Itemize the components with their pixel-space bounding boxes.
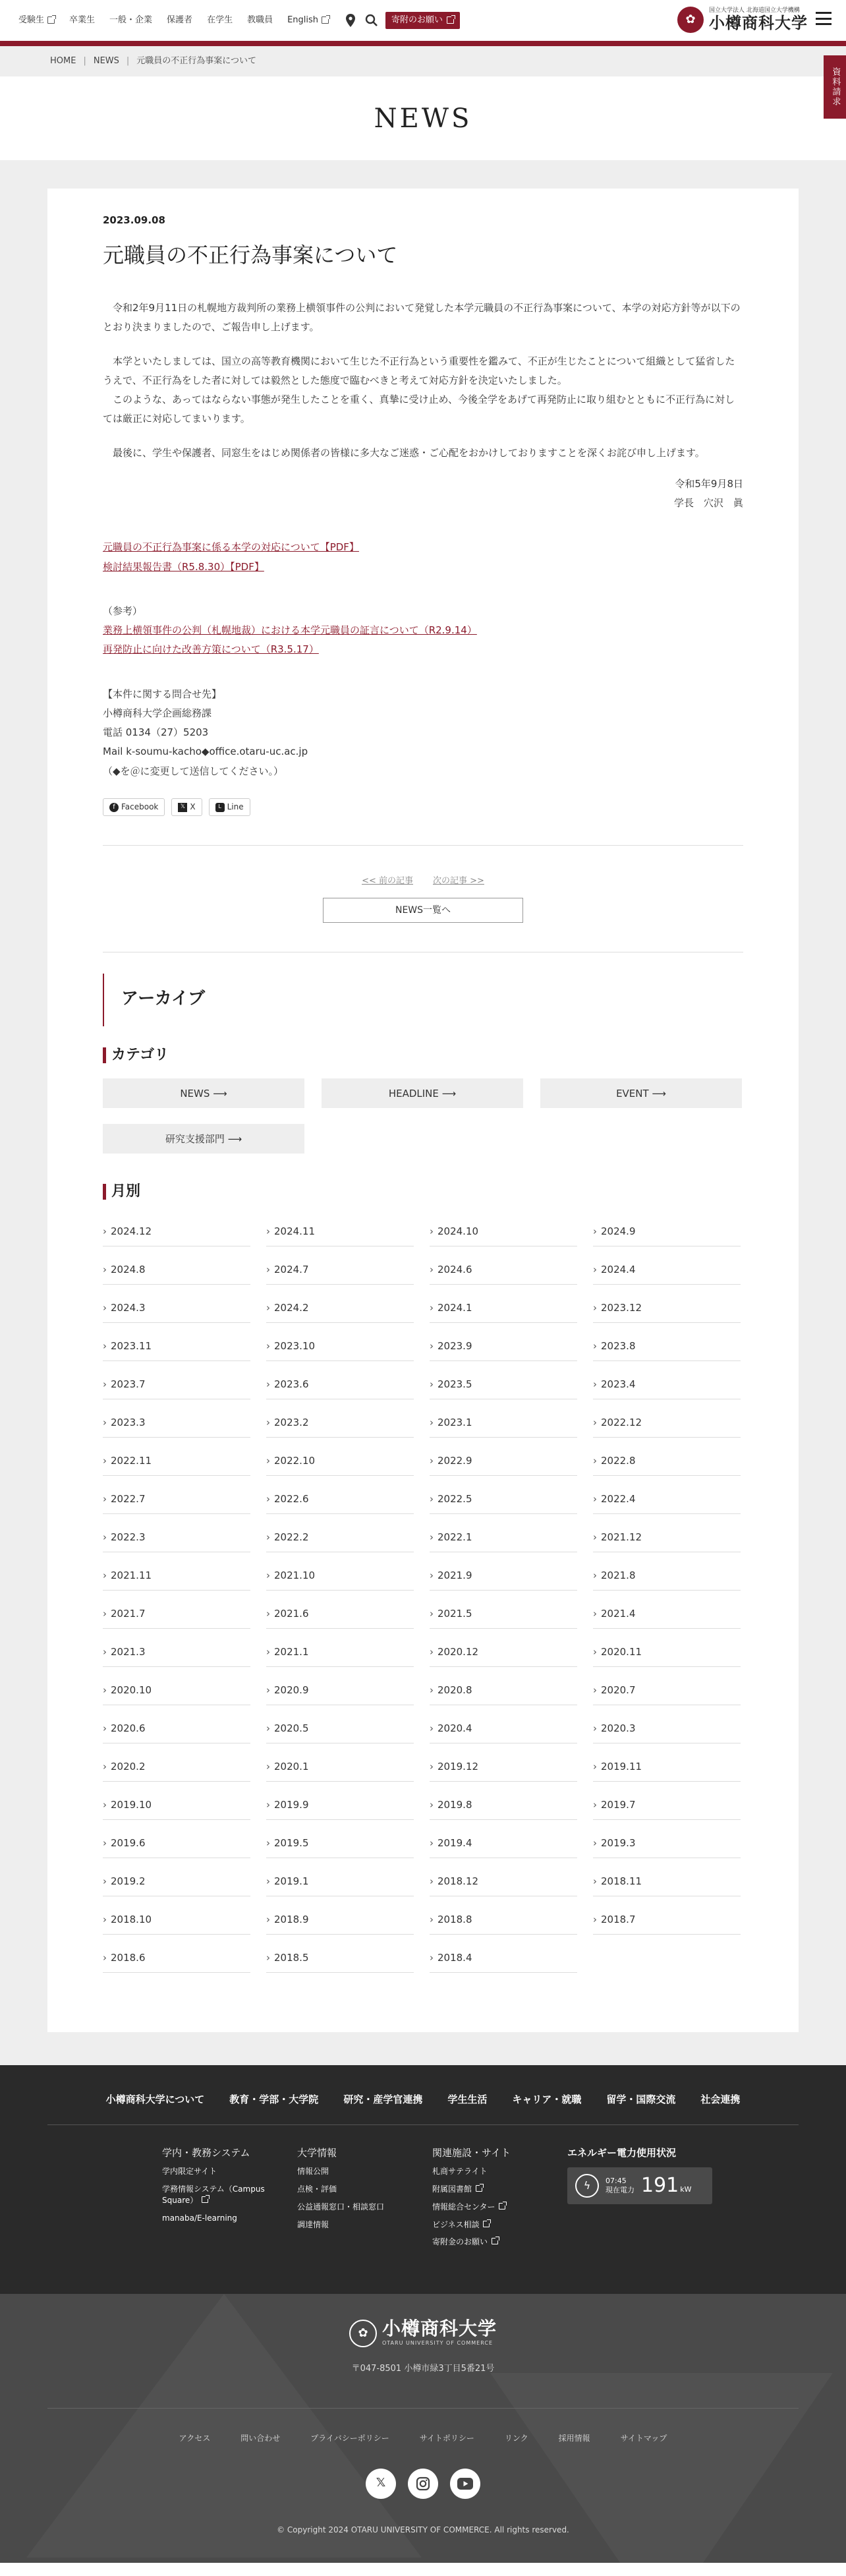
month-archive-link[interactable]: › 2020.8 xyxy=(430,1675,577,1705)
month-archive-link[interactable]: › 2021.11 xyxy=(103,1560,250,1591)
month-archive-link[interactable]: › 2018.7 xyxy=(593,1904,741,1935)
month-archive-link[interactable]: › 2020.6 xyxy=(103,1713,250,1743)
month-archive-link[interactable]: › 2024.9 xyxy=(593,1216,741,1246)
month-archive-link[interactable]: › 2022.9 xyxy=(430,1446,577,1476)
monthly-archive-list xyxy=(103,1216,743,1973)
month-archive-link[interactable]: › 2021.9 xyxy=(430,1560,577,1591)
footer-col-heading: 学内・教務システム xyxy=(162,2147,250,2159)
map-pin-icon[interactable] xyxy=(343,13,358,28)
share-buttons xyxy=(103,798,743,816)
month-archive-link[interactable]: › 2024.4 xyxy=(593,1254,741,1285)
month-archive-link[interactable]: › 2018.6 xyxy=(103,1943,250,1973)
category-heading: カテゴリ xyxy=(103,1043,743,1067)
footer-nav-about[interactable]: 小樽商科大学について xyxy=(105,2093,205,2106)
month-archive-link[interactable]: › 2019.2 xyxy=(103,1866,250,1896)
category-headline[interactable]: HEADLINE ⟶ xyxy=(322,1078,523,1108)
article-pager xyxy=(103,875,743,889)
energy-value: 191 xyxy=(641,2174,679,2198)
site-header xyxy=(0,0,846,41)
month-archive-link[interactable]: › 2022.8 xyxy=(593,1446,741,1476)
footer-columns xyxy=(0,2125,846,2294)
breadcrumb-current: 元職員の不正行為事案について xyxy=(136,55,257,66)
prev-article-link[interactable]: << 前の記事 xyxy=(362,876,413,887)
link-campus-square[interactable]: 学務情報システム（Campus Square） xyxy=(162,2184,265,2205)
footer-col-systems xyxy=(162,2145,297,2254)
month-archive-link[interactable]: › 2023.5 xyxy=(430,1369,577,1399)
month-archive-link[interactable]: › 2023.11 xyxy=(103,1331,250,1361)
university-emblem-icon: ✿ xyxy=(677,7,704,33)
external-link-icon xyxy=(47,16,55,24)
search-icon[interactable] xyxy=(364,13,379,28)
footer-address: 〒047-8501 小樽市緑3丁目5番21号 xyxy=(351,2363,495,2374)
article-date: 2023.09.08 xyxy=(103,214,165,226)
month-archive-link[interactable]: › 2018.4 xyxy=(430,1943,577,1973)
link-links[interactable]: リンク xyxy=(504,2433,528,2443)
link-evaluation[interactable]: 点検・評価 xyxy=(297,2184,337,2194)
hamburger-menu-icon[interactable] xyxy=(816,12,832,25)
line-icon: L xyxy=(215,803,225,812)
month-archive-link[interactable]: › 2019.7 xyxy=(593,1790,741,1820)
month-archive-link[interactable]: › 2019.1 xyxy=(266,1866,414,1896)
reference-link-measures[interactable]: 再発防止に向けた改善方策について（R3.5.17） xyxy=(103,643,319,656)
article-body xyxy=(103,299,743,781)
energy-usage-widget xyxy=(567,2145,712,2254)
month-archive-link[interactable]: › 2023.1 xyxy=(430,1407,577,1438)
month-archive-link[interactable]: › 2019.11 xyxy=(593,1751,741,1782)
energy-unit: kW xyxy=(680,2185,692,2194)
external-link-icon xyxy=(492,2238,498,2244)
external-link-icon xyxy=(322,16,329,24)
link-disclosure[interactable]: 情報公開 xyxy=(297,2167,329,2177)
month-archive-link[interactable]: › 2019.12 xyxy=(430,1751,577,1782)
month-archive-link[interactable]: › 2024.6 xyxy=(430,1254,577,1285)
social-links xyxy=(0,2469,846,2499)
main-content xyxy=(0,160,846,2065)
month-archive-link[interactable]: › 2024.3 xyxy=(103,1293,250,1323)
month-archive-link[interactable]: › 2024.1 xyxy=(430,1293,577,1323)
month-archive-link[interactable]: › 2019.9 xyxy=(266,1790,414,1820)
month-archive-link[interactable]: › 2023.10 xyxy=(266,1331,414,1361)
month-archive-link[interactable]: › 2022.4 xyxy=(593,1484,741,1514)
month-archive-link[interactable]: › 2019.10 xyxy=(103,1790,250,1820)
contact-note: （◆を＠に変更して送信してください。） xyxy=(103,765,284,777)
month-archive-link[interactable]: › 2018.11 xyxy=(593,1866,741,1896)
breadcrumb: HOME | NEWS | 元職員の不正行為事案について xyxy=(0,46,846,76)
link-site-policy[interactable]: サイトポリシー xyxy=(419,2433,474,2443)
footer-nav-student-life[interactable]: 学生生活 xyxy=(447,2093,488,2106)
month-archive-link[interactable]: › 2022.7 xyxy=(103,1484,250,1514)
month-archive-link[interactable]: › 2022.5 xyxy=(430,1484,577,1514)
donate-button[interactable]: 寄附のお願い xyxy=(385,12,460,30)
month-archive-link[interactable]: › 2020.1 xyxy=(266,1751,414,1782)
nav-faculty-staff[interactable]: 教職員 xyxy=(247,15,273,25)
share-facebook-button[interactable]: f Facebook xyxy=(103,798,165,816)
month-archive-link[interactable]: › 2019.8 xyxy=(430,1790,577,1820)
link-info-center[interactable]: 情報総合センター xyxy=(432,2202,505,2211)
request-materials-tab[interactable]: 資料請求 xyxy=(824,55,846,119)
footer-logo-english: OTARU UNIVERSITY OF COMMERCE xyxy=(381,2340,493,2347)
month-archive-link[interactable]: › 2022.10 xyxy=(266,1446,414,1476)
month-archive-link[interactable]: › 2019.3 xyxy=(593,1828,741,1858)
paragraph-prevention: このような、あってはならない事態が発生したことを重く、真摯に受け止め、今後全学をあげて再発防止に取り組むとともに不正行為に対しては厳正に対応してまいります。 xyxy=(103,394,735,425)
month-archive-link[interactable]: › 2020.4 xyxy=(430,1713,577,1743)
site-footer xyxy=(0,2065,846,2563)
facebook-icon: f xyxy=(109,803,119,812)
nav-general-business[interactable]: 一般・企業 xyxy=(109,15,153,25)
signature-date: 令和5年9月8日 xyxy=(675,477,743,490)
month-archive-link[interactable]: › 2020.11 xyxy=(593,1637,741,1667)
footer-col-university-info xyxy=(297,2145,432,2254)
link-business-consult[interactable]: ビジネス相談 xyxy=(432,2220,490,2229)
month-archive-link[interactable]: › 2022.12 xyxy=(593,1407,741,1438)
link-internal-site[interactable]: 学内限定サイト xyxy=(162,2167,217,2177)
month-archive-link[interactable]: › 2024.2 xyxy=(266,1293,414,1323)
footer-col-heading: 関連施設・サイト xyxy=(432,2147,511,2159)
month-archive-link[interactable]: › 2021.4 xyxy=(593,1598,741,1629)
logo-subtitle: 国立大学法人 北海道国立大学機構 xyxy=(709,7,800,14)
breadcrumb-home[interactable]: HOME xyxy=(50,55,76,66)
link-library[interactable]: 附属図書館 xyxy=(432,2184,482,2194)
energy-box xyxy=(567,2167,712,2204)
month-archive-link[interactable]: › 2022.11 xyxy=(103,1446,250,1476)
link-procurement[interactable]: 調達情報 xyxy=(297,2219,329,2229)
month-archive-link[interactable]: › 2018.12 xyxy=(430,1866,577,1896)
external-link-icon xyxy=(499,2203,505,2210)
month-archive-link[interactable]: › 2021.6 xyxy=(266,1598,414,1629)
page-title: NEWS xyxy=(374,103,472,134)
month-archive-link[interactable]: › 2021.7 xyxy=(103,1598,250,1629)
link-whistleblowing[interactable]: 公益通報窓口・相談窓口 xyxy=(297,2202,385,2211)
page-hero xyxy=(0,76,846,160)
signature-name: 学長 穴沢 眞 xyxy=(673,497,743,510)
link-contact[interactable]: 問い合わせ xyxy=(240,2433,281,2443)
x-icon[interactable]: 𝕏 xyxy=(366,2469,396,2499)
month-archive-link[interactable]: › 2019.6 xyxy=(103,1828,250,1858)
lightning-icon: ϟ xyxy=(575,2174,599,2198)
month-archive-link[interactable]: › 2020.12 xyxy=(430,1637,577,1667)
header-accent-bar xyxy=(0,41,846,46)
month-archive-link[interactable]: › 2024.8 xyxy=(103,1254,250,1285)
month-archive-link[interactable]: › 2019.4 xyxy=(430,1828,577,1858)
month-archive-link[interactable]: › 2018.5 xyxy=(266,1943,414,1973)
nav-parents[interactable]: 保護者 xyxy=(167,15,193,25)
link-access[interactable]: アクセス xyxy=(179,2433,211,2443)
month-archive-link[interactable]: › 2023.9 xyxy=(430,1331,577,1361)
month-archive-link[interactable]: › 2023.8 xyxy=(593,1331,741,1361)
monthly-heading: 月別 xyxy=(103,1180,743,1203)
month-archive-link[interactable]: › 2023.4 xyxy=(593,1369,741,1399)
top-nav xyxy=(18,12,460,30)
nav-alumni[interactable]: 卒業生 xyxy=(69,15,96,25)
month-archive-link[interactable]: › 2020.7 xyxy=(593,1675,741,1705)
month-archive-link[interactable]: › 2021.10 xyxy=(266,1560,414,1591)
category-research-support[interactable]: 研究支援部門 ⟶ xyxy=(103,1124,304,1154)
paragraph-policy: 本学といたしましては、国立の高等教育機関において生じた不正行為という重要性を鑑みて、不正が生じたことについて組織として猛省したうえで、不正行為をした者に対しては毅然とした態度で臨むべきと考えて対応方針を決定いたしました。 xyxy=(103,355,735,386)
share-x-button[interactable]: 𝕏 X xyxy=(171,798,202,816)
month-archive-link[interactable]: › 2024.11 xyxy=(266,1216,414,1246)
news-list-button[interactable]: NEWS一覧へ xyxy=(323,898,523,923)
energy-label: 現在電力 xyxy=(606,2186,634,2195)
month-archive-link[interactable]: › 2021.8 xyxy=(593,1560,741,1591)
month-archive-link[interactable]: › 2021.12 xyxy=(593,1522,741,1552)
month-archive-link[interactable]: › 2022.1 xyxy=(430,1522,577,1552)
category-news[interactable]: NEWS ⟶ xyxy=(103,1078,304,1108)
article-card xyxy=(47,189,799,2032)
month-archive-link[interactable]: › 2023.7 xyxy=(103,1369,250,1399)
month-archive-link[interactable]: › 2018.10 xyxy=(103,1904,250,1935)
link-donation[interactable]: 寄附金のお願い xyxy=(432,2237,498,2246)
external-link-icon xyxy=(483,2221,490,2227)
university-emblem-icon: ✿ xyxy=(349,2320,377,2347)
reference-link-testimony[interactable]: 業務上横領事件の公判（札幌地裁）における本学元職員の証言について（R2.9.14） xyxy=(103,624,477,637)
month-archive-link[interactable]: › 2021.5 xyxy=(430,1598,577,1629)
external-link-icon xyxy=(447,16,454,24)
footer-nav-research[interactable]: 研究・産学官連携 xyxy=(343,2093,423,2106)
month-archive-link[interactable]: › 2024.10 xyxy=(430,1216,577,1246)
footer-nav xyxy=(47,2092,799,2125)
logo-name: 小樽商科大学 xyxy=(709,13,808,32)
footer-nav-international[interactable]: 留学・国際交流 xyxy=(606,2093,676,2106)
month-archive-link[interactable]: › 2020.3 xyxy=(593,1713,741,1743)
link-privacy[interactable]: プライバシーポリシー xyxy=(310,2433,389,2443)
link-manaba[interactable]: manaba/E-learning xyxy=(162,2213,237,2223)
archive-heading: アーカイブ xyxy=(103,974,743,1026)
contact-office: 小樽商科大学企画総務課 xyxy=(103,707,212,719)
youtube-icon[interactable] xyxy=(450,2469,480,2499)
footer-nav-community[interactable]: 社会連携 xyxy=(700,2093,741,2106)
month-archive-link[interactable]: › 2020.10 xyxy=(103,1675,250,1705)
energy-time: 07:45 xyxy=(606,2176,627,2185)
external-link-icon xyxy=(202,2196,208,2203)
next-article-link[interactable]: 次の記事 >> xyxy=(433,876,484,887)
paragraph-apology: 最後に、学生や保護者、同窓生をはじめ関係者の皆様に多大なご迷惑・ご心配をおかけしておりますことを深くお詫び申し上げます。 xyxy=(113,446,705,459)
x-icon: 𝕏 xyxy=(178,803,187,812)
share-line-button[interactable]: L Line xyxy=(209,798,250,816)
category-event[interactable]: EVENT ⟶ xyxy=(540,1078,742,1108)
category-list xyxy=(103,1078,743,1154)
nav-current-students[interactable]: 在学生 xyxy=(207,15,233,25)
month-archive-link[interactable]: › 2019.5 xyxy=(266,1828,414,1858)
month-archive-link[interactable]: › 2020.9 xyxy=(266,1675,414,1705)
footer-nav-career[interactable]: キャリア・就職 xyxy=(512,2093,582,2106)
month-archive-link[interactable]: › 2018.8 xyxy=(430,1904,577,1935)
month-archive-link[interactable]: › 2023.3 xyxy=(103,1407,250,1438)
footer-col-related-sites xyxy=(432,2145,567,2254)
instagram-icon[interactable] xyxy=(408,2469,438,2499)
nav-prospective-students[interactable]: 受験生 xyxy=(18,14,55,28)
month-archive-link[interactable]: › 2020.5 xyxy=(266,1713,414,1743)
month-archive-link[interactable]: › 2023.12 xyxy=(593,1293,741,1323)
breadcrumb-news[interactable]: NEWS xyxy=(93,55,119,66)
footer-col-heading: 大学情報 xyxy=(297,2147,337,2159)
link-sitemap[interactable]: サイトマップ xyxy=(620,2433,667,2443)
link-recruitment[interactable]: 採用情報 xyxy=(558,2433,590,2443)
contact-mail: Mail k-soumu-kacho◆office.otaru-uc.ac.jp xyxy=(103,746,308,758)
contact-heading: 【本件に関する問合せ先】 xyxy=(103,688,222,700)
month-archive-link[interactable]: › 2023.6 xyxy=(266,1369,414,1399)
copyright: © Copyright 2024 OTARU UNIVERSITY OF COMMERCE. All rights reserved. xyxy=(277,2525,569,2534)
month-archive-link[interactable]: › 2020.2 xyxy=(103,1751,250,1782)
pdf-link-report[interactable]: 検討結果報告書（R5.8.30）【PDF】 xyxy=(103,560,264,573)
month-archive-link[interactable]: › 2018.9 xyxy=(266,1904,414,1935)
external-link-icon xyxy=(476,2185,482,2192)
month-archive-link[interactable]: › 2022.6 xyxy=(266,1484,414,1514)
energy-heading: エネルギー電力使用状況 xyxy=(567,2147,677,2159)
footer-nav-education[interactable]: 教育・学部・大学院 xyxy=(229,2093,319,2106)
article-title: 元職員の不正行為事案について xyxy=(103,243,398,268)
month-archive-link[interactable]: › 2024.12 xyxy=(103,1216,250,1246)
month-archive-link[interactable]: › 2024.7 xyxy=(266,1254,414,1285)
month-archive-link[interactable]: › 2023.2 xyxy=(266,1407,414,1438)
paragraph-intro: 令和2年9月11日の札幌地方裁判所の業務上横領事件の公判において発覚した本学元職員の不正行為事案について、本学の対応方針等が以下のとおり決まりましたので、ご報告申し上げます。 xyxy=(103,302,741,334)
month-archive-link[interactable]: › 2022.2 xyxy=(266,1522,414,1552)
pdf-link-response[interactable]: 元職員の不正行為事案に係る本学の対応について【PDF】 xyxy=(103,541,359,554)
reference-label: （参考） xyxy=(103,604,143,617)
footer-utility-links xyxy=(47,2408,799,2445)
nav-english[interactable]: English xyxy=(287,14,329,28)
month-archive-link[interactable]: › 2021.1 xyxy=(266,1637,414,1667)
month-archive-link[interactable]: › 2022.3 xyxy=(103,1522,250,1552)
university-logo[interactable] xyxy=(677,7,808,33)
divider xyxy=(103,845,743,846)
contact-phone: 電話 0134（27）5203 xyxy=(103,726,209,739)
month-archive-link[interactable]: › 2021.3 xyxy=(103,1637,250,1667)
footer-logo xyxy=(0,2319,846,2348)
link-satellite[interactable]: 札商サテライト xyxy=(432,2167,488,2177)
footer-logo-name: 小樽商科大学 xyxy=(381,2318,497,2340)
